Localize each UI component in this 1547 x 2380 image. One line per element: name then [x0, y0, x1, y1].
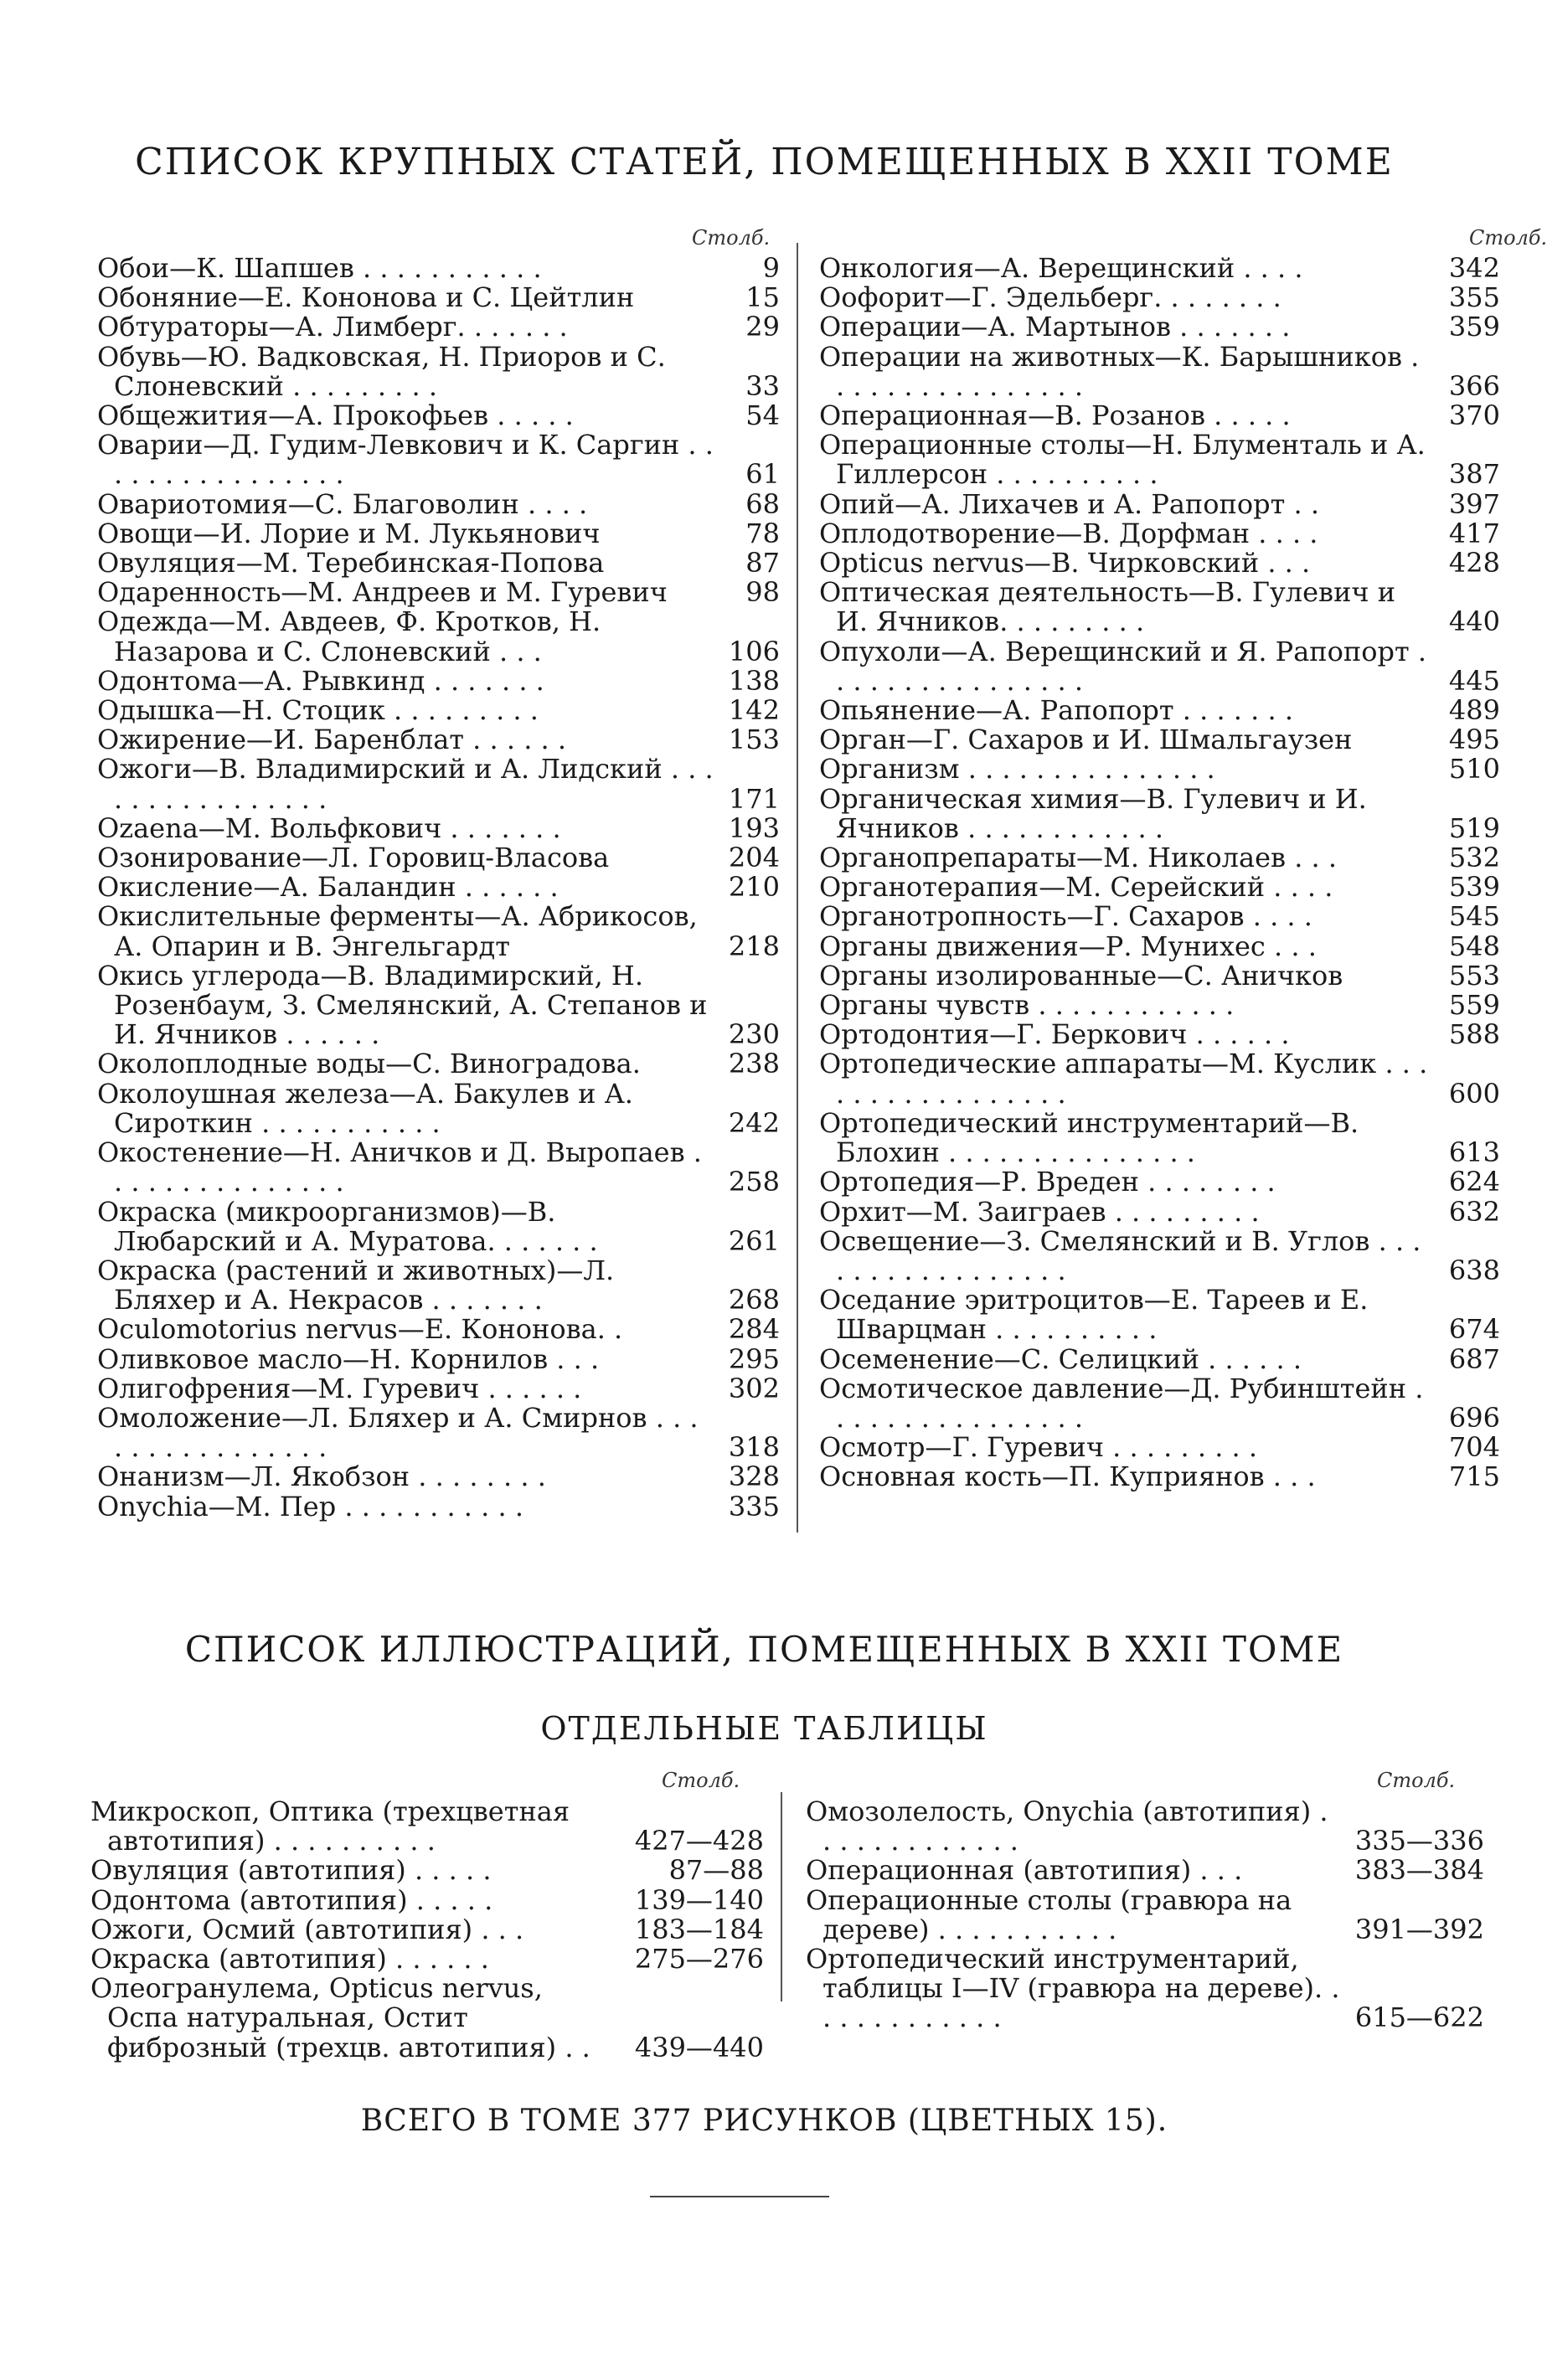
- entry-column: 183—184: [634, 1913, 764, 1945]
- entry-column: 495: [1448, 724, 1500, 756]
- entry-row: [97, 843, 780, 873]
- entry-column: 342: [1448, 252, 1500, 284]
- illustrations-right-list: [806, 1797, 1484, 2033]
- entry-column: 445: [1448, 664, 1500, 697]
- entry-row: [819, 725, 1500, 755]
- entry-row: [819, 1285, 1500, 1344]
- entry-column: 519: [1448, 811, 1500, 844]
- entry-column: 9: [762, 252, 780, 284]
- entry-column: 439—440: [634, 2031, 764, 2063]
- entry-column: 383—384: [1354, 1854, 1484, 1887]
- entry-row: [97, 487, 780, 520]
- entry-title: Овариотомия—С. Благоволин . . . .: [97, 487, 588, 520]
- entry-column: 370: [1448, 399, 1500, 432]
- entry-column: 15: [745, 281, 780, 314]
- entry-row: [97, 961, 780, 1050]
- entry-row: [97, 1195, 780, 1257]
- entry-title: Окостенение—Н. Аничков и Д. Выропаев . . . . . . . . . . . . . . .: [97, 1136, 702, 1198]
- entry-title: Ожирение—И. Баренблат . . . . . .: [97, 724, 567, 756]
- entry-title: Ортопедический инструментарий—В. Блохин . . . . . . . . . . . . . . .: [819, 1106, 1359, 1169]
- entry-title: Органы движения—Р. Мунихес . . .: [819, 930, 1317, 962]
- entry-row: [819, 430, 1500, 489]
- entry-title: Обувь—Ю. Вадковская, Н. Приоров и С. Слоневский . . . . . . . . .: [97, 340, 666, 402]
- illustrations-title: СПИСОК ИЛЛЮСТРАЦИЙ, ПОМЕЩЕННЫХ В XXII ТОМЕ: [184, 1629, 1344, 1670]
- entry-row: [819, 1462, 1500, 1491]
- entry-row: [819, 843, 1500, 873]
- entry-column: 142: [728, 694, 780, 727]
- entry-title: Обтураторы—А. Лимберг. . . . . . .: [97, 311, 568, 343]
- entry-row: [97, 254, 780, 283]
- entry-title: Окраска (микроорганизмов)—В. Любарский и А. Муратова. . . . . . .: [97, 1195, 598, 1257]
- entry-row: [819, 902, 1500, 931]
- entry-title: Операционные столы—Н. Блументаль и А. Гиллерсон . . . . . . . . . .: [819, 429, 1426, 491]
- entry-column: 588: [1448, 1018, 1500, 1051]
- entry-title: Операции на животных—К. Барышников . . . . . . . . . . . . . . . .: [819, 340, 1420, 402]
- entry-title: Осеменение—С. Селицкий . . . . . .: [819, 1342, 1302, 1375]
- entry-title: Операционная—В. Розанов . . . . .: [819, 399, 1291, 432]
- entry-row: [97, 1256, 780, 1315]
- entry-column: 510: [1448, 753, 1500, 786]
- entry-row: [819, 549, 1500, 578]
- entry-title: Органическая химия—В. Гулевич и И. Ячников . . . . . . . . . . . .: [819, 782, 1367, 844]
- entry-row: [819, 991, 1500, 1020]
- illustrations-total: ВСЕГО В ТОМЕ 377 РИСУНКОВ (ЦВЕТНЫХ 15).: [360, 2104, 1168, 2138]
- entry-row: [819, 755, 1500, 784]
- entry-row: [97, 1138, 780, 1197]
- entry-row: [97, 755, 780, 813]
- entry-column: 548: [1448, 930, 1500, 962]
- entry-row: [97, 902, 780, 961]
- entry-column: 242: [728, 1106, 780, 1139]
- entry-row: [819, 782, 1500, 844]
- entry-row: [819, 487, 1500, 520]
- entry-row: [806, 1856, 1484, 1885]
- entry-title: Онкология—А. Верещинский . . . .: [819, 252, 1303, 284]
- entry-column: 489: [1448, 694, 1500, 727]
- entry-column: 87: [745, 547, 780, 580]
- articles-right-column-label: Столб.: [1469, 226, 1547, 250]
- entry-row: [97, 283, 780, 312]
- entry-title: Обои—К. Шапшев . . . . . . . . . . .: [97, 252, 542, 284]
- entry-title: Оливковое масло—Н. Корнилов . . .: [97, 1342, 600, 1375]
- entry-row: [819, 578, 1500, 636]
- entry-column: 539: [1448, 871, 1500, 904]
- entry-title: Орхит—М. Заиграев . . . . . . . . .: [819, 1195, 1260, 1228]
- entry-title: Oculomotorius nervus—Е. Кононова. .: [97, 1313, 623, 1346]
- entry-row: [97, 1342, 780, 1375]
- entry-title: Органы чувств . . . . . . . . . . . .: [819, 989, 1235, 1022]
- entry-column: 78: [745, 517, 780, 549]
- entry-row: [819, 961, 1500, 991]
- entry-row: [97, 549, 780, 578]
- entry-title: Омозолелость, Onychia (автотипия) . . . . . . . . . . . . .: [806, 1795, 1328, 1857]
- entry-row: [819, 932, 1500, 961]
- entry-row: [819, 1106, 1500, 1169]
- entry-column: 615—622: [1354, 2001, 1484, 2034]
- illustrations-right-column-label: Столб.: [1377, 1769, 1456, 1792]
- entry-title: Органотропность—Г. Сахаров . . . .: [819, 900, 1312, 933]
- entry-column: 553: [1448, 959, 1500, 992]
- entry-column: 87—88: [668, 1854, 764, 1887]
- entry-column: 704: [1448, 1431, 1500, 1464]
- entry-column: 318: [728, 1431, 780, 1464]
- entry-title: Овуляция—М. Теребинская-Попова: [97, 547, 605, 580]
- entry-row: [97, 340, 780, 402]
- entry-column: 258: [728, 1166, 780, 1198]
- entry-column: 328: [728, 1460, 780, 1493]
- entry-row: [819, 637, 1500, 696]
- entry-column: 210: [728, 871, 780, 904]
- entry-column: 54: [745, 399, 780, 432]
- entry-row: [97, 1374, 780, 1404]
- entry-column: 106: [728, 635, 780, 667]
- entry-row: [819, 1374, 1500, 1433]
- entry-column: 61: [745, 458, 780, 491]
- entry-column: 674: [1448, 1313, 1500, 1346]
- entry-row: [819, 1049, 1500, 1108]
- entry-column: 624: [1448, 1166, 1500, 1198]
- entry-column: 302: [728, 1372, 780, 1404]
- entry-title: Оптическая деятельность—В. Гулевич и И. Ячников. . . . . . . . .: [819, 576, 1396, 638]
- entry-column: 687: [1448, 1342, 1500, 1375]
- entry-row: [819, 340, 1500, 402]
- entry-row: [819, 1433, 1500, 1462]
- entry-row: [97, 401, 780, 430]
- entry-title: Органотерапия—М. Серейский . . . .: [819, 871, 1333, 904]
- entry-title: Окраска (растений и животных)—Л. Бляхер и А. Некрасов . . . . . . .: [97, 1254, 615, 1316]
- entry-title: Освещение—З. Смелянский и В. Углов . . . . . . . . . . . . . . . . .: [819, 1224, 1421, 1286]
- closing-rule: [650, 2196, 829, 2197]
- entry-title: Осмотическое давление—Д. Рубинштейн . . . . . . . . . . . . . . . .: [819, 1372, 1424, 1434]
- entry-title: Операционные столы (гравюра на дереве) . . . . . . . . . . .: [806, 1883, 1292, 1945]
- entry-column: 428: [1448, 547, 1500, 580]
- entry-row: [819, 696, 1500, 725]
- entry-column: 397: [1448, 487, 1500, 520]
- entry-title: Осмотр—Г. Гуревич . . . . . . . . .: [819, 1431, 1258, 1464]
- entry-title: Одежда—М. Авдеев, Ф. Кротков, Н. Назарова и С. Слоневский . . .: [97, 605, 601, 667]
- entry-column: 387: [1448, 458, 1500, 491]
- entry-title: Оседание эритроцитов—Е. Тареев и Е. Шварцман . . . . . . . . . .: [819, 1284, 1369, 1346]
- entry-column: 33: [745, 369, 780, 402]
- entry-row: [97, 725, 780, 755]
- entry-row: [97, 1462, 780, 1491]
- entry-column: 204: [728, 842, 780, 874]
- entry-column: 68: [745, 487, 780, 520]
- entry-title: Ожоги, Осмий (автотипия) . . .: [90, 1913, 524, 1945]
- entry-column: 171: [728, 782, 780, 815]
- entry-column: 238: [728, 1048, 780, 1080]
- entry-row: [90, 1945, 764, 1974]
- entry-title: Оплодотворение—В. Дорфман . . . .: [819, 517, 1318, 549]
- entry-column: 440: [1448, 605, 1500, 638]
- entry-column: 696: [1448, 1401, 1500, 1434]
- entry-column: 193: [728, 811, 780, 844]
- entry-row: [97, 607, 780, 666]
- entry-column: 218: [728, 930, 780, 962]
- entry-title: Микроскоп, Оптика (трехцветная автотипия) . . . . . . . . . .: [90, 1795, 570, 1857]
- entry-title: Овощи—И. Лорие и М. Лукьянович: [97, 517, 601, 549]
- entry-title: Организм . . . . . . . . . . . . . . .: [819, 753, 1215, 786]
- articles-left-list: [97, 254, 780, 1522]
- entry-title: Органы изолированные—С. Аничков: [819, 959, 1343, 992]
- entry-row: [97, 1315, 780, 1344]
- entry-column: 153: [728, 724, 780, 756]
- entry-title: Опухоли—А. Верещинский и Я. Рапопорт . . . . . . . . . . . . . . . .: [819, 635, 1426, 697]
- entry-row: [819, 312, 1500, 342]
- entry-title: Ожоги—В. Владимирский и А. Лидский . . . . . . . . . . . . . . . .: [97, 753, 714, 815]
- illustrations-left-column-label: Столб.: [662, 1769, 740, 1792]
- entry-title: Онанизм—Л. Якобзон . . . . . . . .: [97, 1460, 546, 1493]
- entry-column: 335—336: [1354, 1825, 1484, 1857]
- entry-title: Opticus nervus—В. Чирковский . . .: [819, 547, 1311, 580]
- entry-title: Олигофрения—М. Гуревич . . . . . .: [97, 1372, 582, 1404]
- entry-column: 355: [1448, 281, 1500, 314]
- entry-column: 268: [728, 1284, 780, 1316]
- entry-row: [97, 1492, 780, 1522]
- articles-title: СПИСОК КРУПНЫХ СТАТЕЙ, ПОМЕЩЕННЫХ В XXII ТОМЕ: [135, 141, 1394, 183]
- entry-title: Основная кость—П. Куприянов . . .: [819, 1460, 1316, 1493]
- entry-row: [806, 1797, 1484, 1856]
- entry-title: Орган—Г. Сахаров и И. Шмальгаузен: [819, 724, 1353, 756]
- entry-row: [97, 873, 780, 902]
- entry-column: 632: [1448, 1195, 1500, 1228]
- entry-row: [97, 312, 780, 342]
- entry-title: Одаренность—М. Андреев и М. Гуревич: [97, 576, 668, 609]
- entry-title: Овуляция (автотипия) . . . . .: [90, 1854, 492, 1887]
- entry-column: 715: [1448, 1460, 1500, 1493]
- entry-title: Onychia—М. Пер . . . . . . . . . . .: [97, 1490, 523, 1522]
- entry-title: Ортопедия—Р. Вреден . . . . . . . .: [819, 1166, 1276, 1198]
- entry-row: [806, 1883, 1484, 1945]
- entry-title: Одонтома (автотипия) . . . . .: [90, 1883, 493, 1916]
- illustrations-column-rule: [781, 1792, 782, 2001]
- entry-row: [90, 1797, 764, 1856]
- entry-title: Околоушная железа—А. Бакулев и А. Сироткин . . . . . . . . . . .: [97, 1077, 633, 1139]
- entry-row: [819, 1167, 1500, 1197]
- entry-row: [97, 811, 780, 844]
- entry-title: Окись углерода—В. Владимирский, Н. Розенбаум, З. Смелянский, А. Степанов и И. Ячников . . . . . .: [97, 959, 708, 1051]
- entry-title: Операции—А. Мартынов . . . . . . .: [819, 311, 1291, 343]
- entry-column: 261: [728, 1224, 780, 1257]
- entry-column: 613: [1448, 1136, 1500, 1169]
- entry-row: [819, 254, 1500, 283]
- entry-row: [97, 1079, 780, 1138]
- entry-title: Окраска (автотипия) . . . . . .: [90, 1943, 489, 1976]
- entry-title: Окисление—А. Баландин . . . . . .: [97, 871, 559, 904]
- entry-row: [819, 1195, 1500, 1228]
- entry-column: 335: [728, 1490, 780, 1522]
- entry-title: Оофорит—Г. Эдельберг. . . . . . . .: [819, 281, 1281, 314]
- entry-column: 139—140: [634, 1883, 764, 1916]
- entry-row: [90, 1915, 764, 1945]
- entry-title: Органопрепараты—М. Николаев . . .: [819, 842, 1338, 874]
- entry-title: Обоняние—Е. Кононова и С. Цейтлин: [97, 281, 635, 314]
- entry-row: [97, 578, 780, 607]
- entry-row: [90, 1974, 764, 2063]
- entry-row: [97, 430, 780, 489]
- entry-row: [819, 1224, 1500, 1286]
- entry-title: Операционная (автотипия) . . .: [806, 1854, 1243, 1887]
- entry-column: 138: [728, 664, 780, 697]
- entry-row: [819, 283, 1500, 312]
- entry-title: Ozaena—М. Вольфкович . . . . . . .: [97, 811, 561, 844]
- entry-title: Околоплодные воды—С. Виноградова.: [97, 1048, 641, 1080]
- articles-right-list: [819, 254, 1500, 1492]
- entry-column: 638: [1448, 1254, 1500, 1286]
- entry-column: 366: [1448, 369, 1500, 402]
- entry-title: Оварии—Д. Гудим-Левкович и К. Саргин . . . . . . . . . . . . . . . .: [97, 429, 714, 491]
- entry-title: Опий—А. Лихачев и А. Рапопорт . .: [819, 487, 1319, 520]
- entry-column: 545: [1448, 900, 1500, 933]
- entry-row: [97, 696, 780, 725]
- articles-left-column-label: Столб.: [692, 226, 771, 250]
- entry-column: 284: [728, 1313, 780, 1346]
- illustrations-subtitle: ОТДЕЛЬНЫЕ ТАБЛИЦЫ: [540, 1710, 988, 1747]
- entry-column: 98: [745, 576, 780, 609]
- entry-title: Омоложение—Л. Бляхер и А. Смирнов . . . . . . . . . . . . . . . .: [97, 1401, 699, 1464]
- entry-row: [819, 1020, 1500, 1049]
- entry-row: [90, 1883, 764, 1916]
- articles-column-rule: [797, 243, 798, 1533]
- entry-title: Общежития—А. Прокофьев . . . . .: [97, 399, 574, 432]
- entry-column: 359: [1448, 311, 1500, 343]
- entry-title: Окислительные ферменты—А. Абрикосов, А. Опарин и В. Энгельгардт: [97, 900, 698, 962]
- entry-row: [819, 873, 1500, 902]
- entry-row: [97, 1401, 780, 1464]
- entry-column: 29: [745, 311, 780, 343]
- entry-row: [97, 1049, 780, 1079]
- entry-title: Озонирование—Л. Горовиц-Власова: [97, 842, 610, 874]
- entry-column: 532: [1448, 842, 1500, 874]
- entry-row: [819, 401, 1500, 430]
- illustrations-left-list: [90, 1797, 764, 2063]
- entry-column: 600: [1448, 1077, 1500, 1110]
- entry-title: Ортопедические аппараты—М. Куслик . . . . . . . . . . . . . . . . .: [819, 1048, 1428, 1110]
- entry-row: [806, 1945, 1484, 2033]
- entry-column: 275—276: [634, 1943, 764, 1976]
- entry-title: Одонтома—А. Рывкинд . . . . . . .: [97, 664, 544, 697]
- entry-row: [90, 1856, 764, 1885]
- entry-title: Опьянение—А. Рапопорт . . . . . . .: [819, 694, 1293, 727]
- entry-title: Ортопедический инструментарий, таблицы I—IV (гравюра на дереве). . . . . . . . . . . . .: [806, 1943, 1340, 2034]
- entry-row: [97, 664, 780, 697]
- entry-column: 391—392: [1354, 1913, 1484, 1945]
- entry-row: [97, 519, 780, 549]
- entry-column: 417: [1448, 517, 1500, 549]
- entry-column: 559: [1448, 989, 1500, 1022]
- entry-row: [819, 519, 1500, 549]
- entry-column: 295: [728, 1342, 780, 1375]
- entry-row: [819, 1342, 1500, 1375]
- entry-title: Ортодонтия—Г. Беркович . . . . . .: [819, 1018, 1290, 1051]
- entry-column: 230: [728, 1018, 780, 1051]
- entry-column: 427—428: [634, 1825, 764, 1857]
- entry-title: Одышка—Н. Стоцик . . . . . . . . .: [97, 694, 539, 727]
- entry-title: Олеогранулема, Opticus nervus, Оспа натуральная, Остит фиброзный (трехцв. автотипия) . .: [90, 1972, 590, 2063]
